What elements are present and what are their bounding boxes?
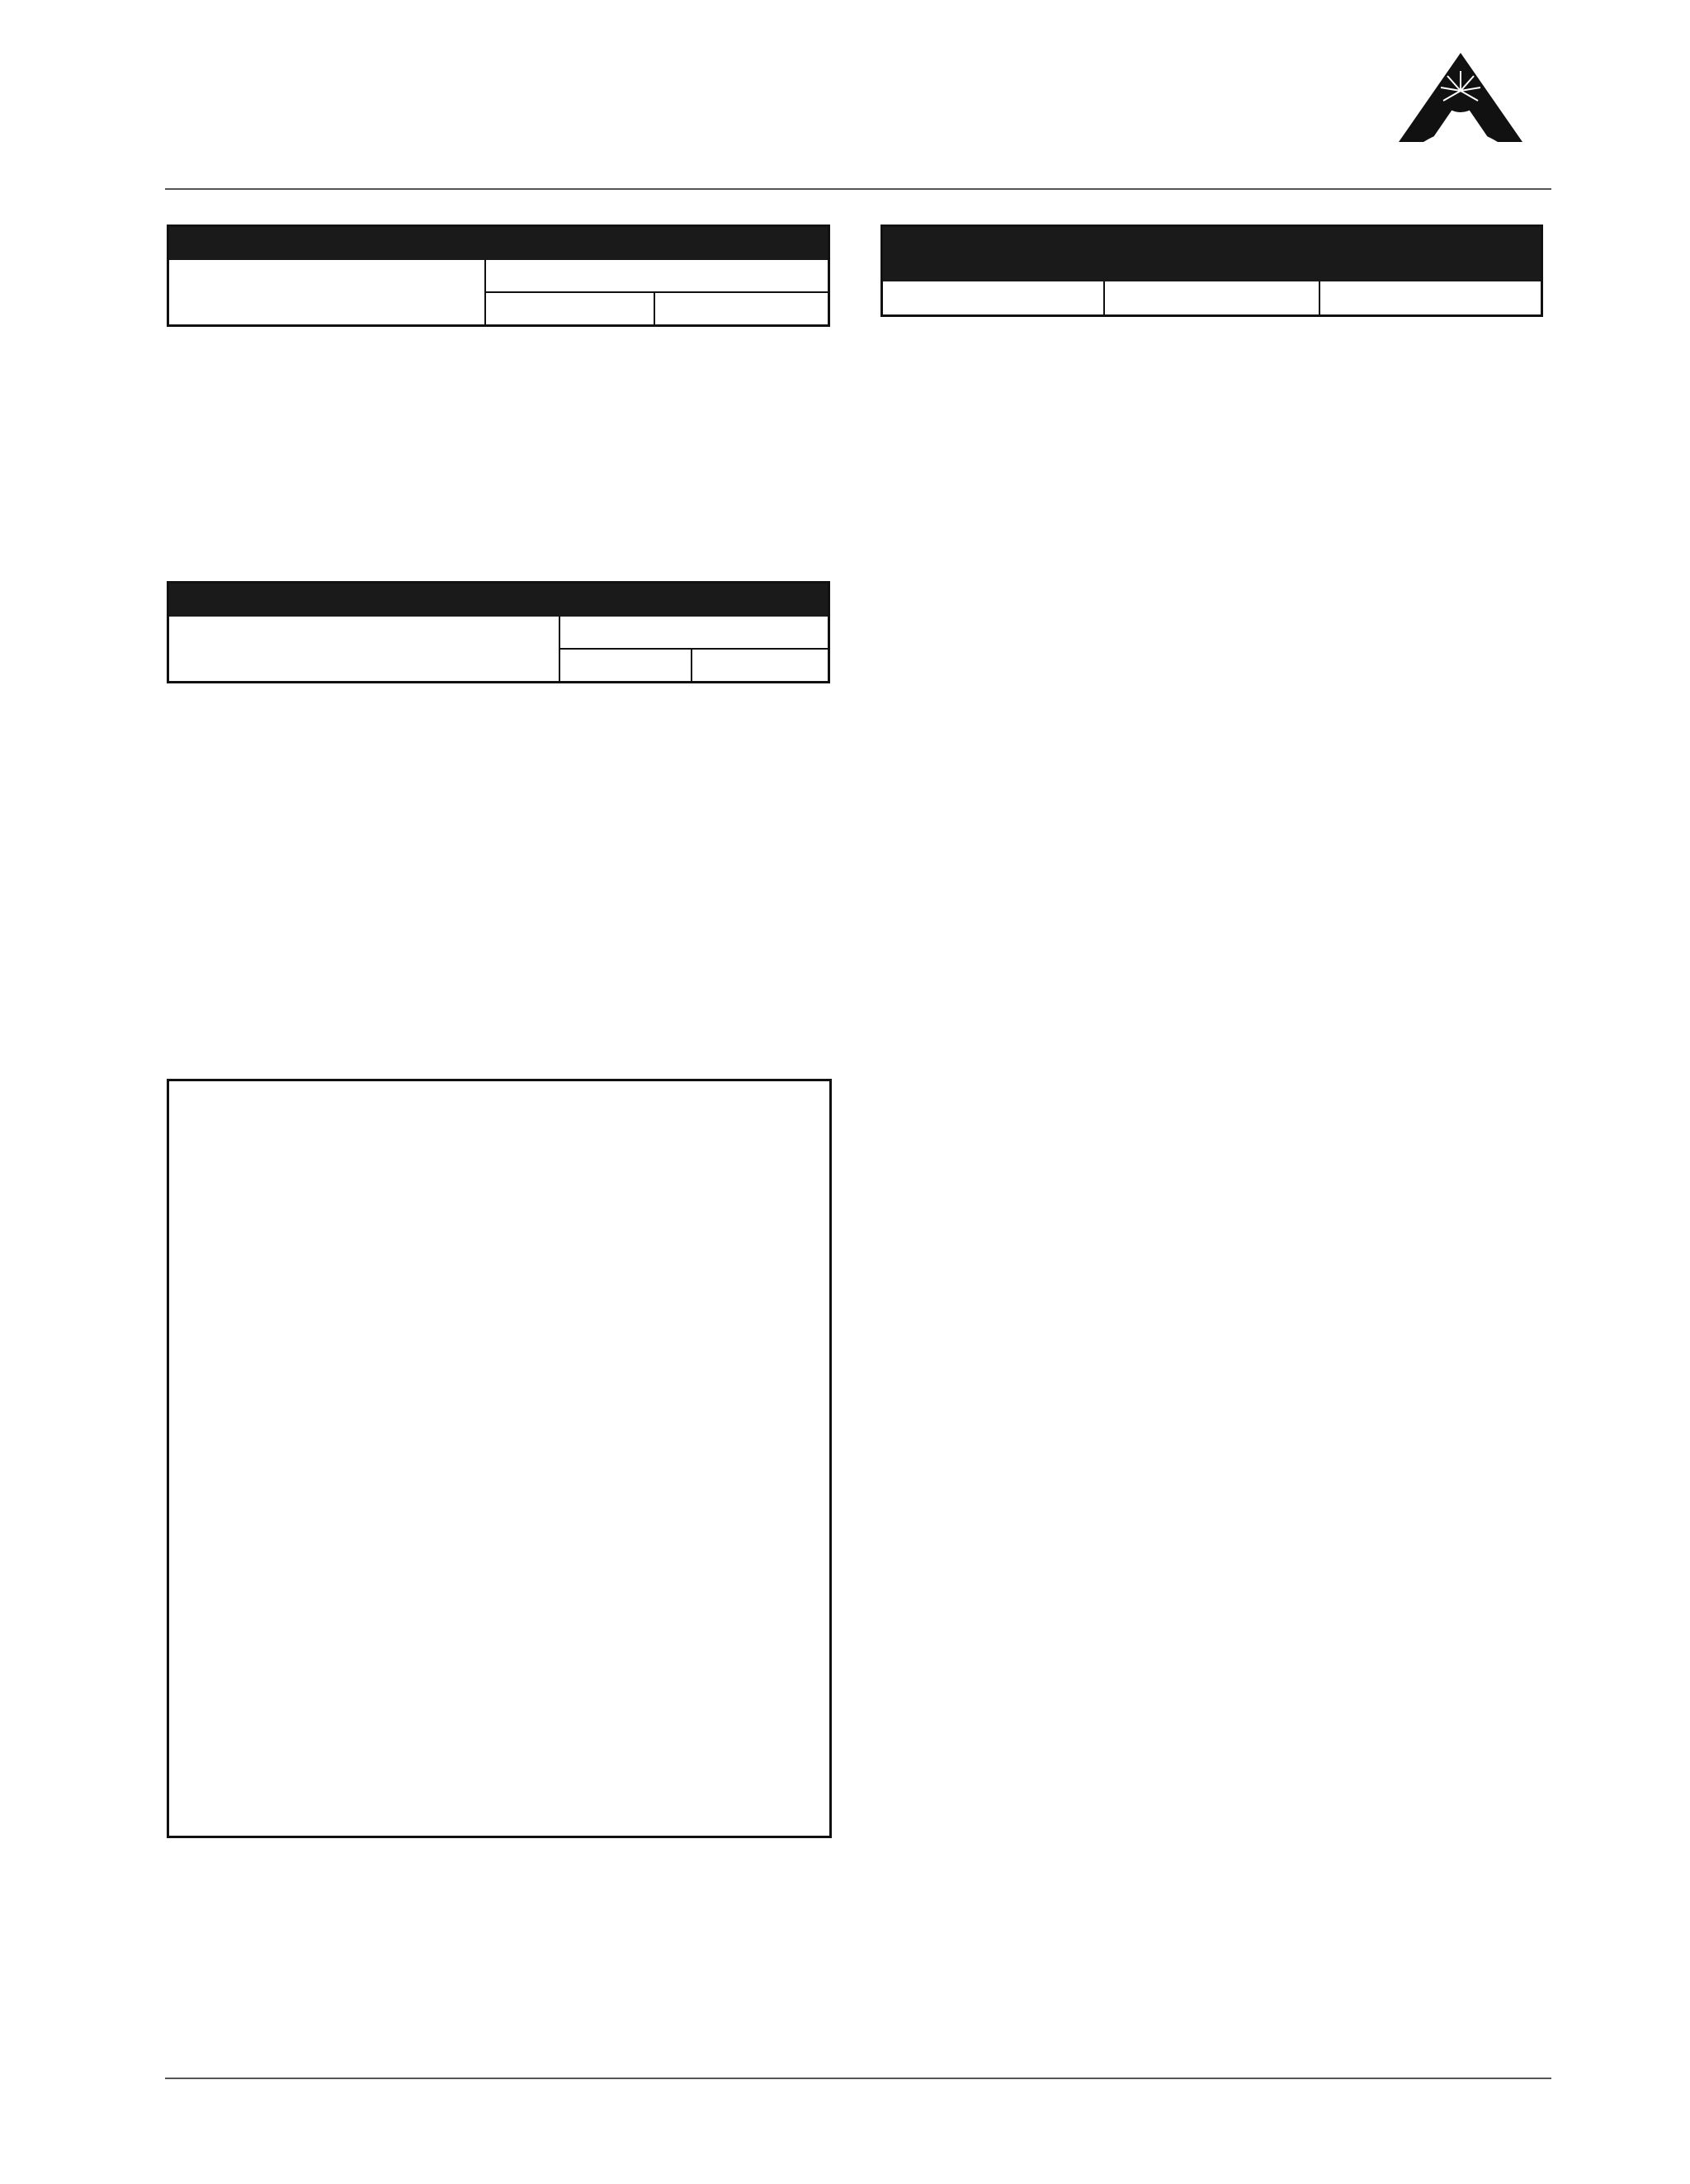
table-cg24-iron-header — [1104, 281, 1319, 316]
table-cg23-natural-header — [559, 649, 692, 683]
table-cg22 — [167, 225, 830, 327]
table-cg24-copper-header — [1319, 281, 1542, 316]
chart-cg16-frame — [168, 1080, 831, 1837]
table-cg22-type-header — [168, 260, 486, 326]
table-cg22-circulation-header — [485, 260, 829, 292]
table-cg22-natural-header — [485, 292, 654, 326]
table-cg24-size-header — [882, 281, 1105, 316]
title-rule — [165, 188, 1551, 190]
table-cg23-type-header — [168, 617, 560, 683]
table-cg23-caption — [168, 583, 829, 617]
table-cg23-forced-header — [692, 649, 828, 683]
table-cg23 — [167, 581, 830, 683]
footer-rule — [165, 2078, 1551, 2079]
armstrong-logo-icon — [1366, 50, 1555, 149]
table-cg22-forced-header — [654, 292, 829, 326]
chart-cg17 — [875, 768, 1535, 1659]
table-cg23-circulation-header — [559, 617, 829, 649]
table-cg22-caption — [168, 226, 829, 261]
armstrong-logo — [1366, 50, 1555, 190]
table-cg24 — [880, 225, 1543, 317]
table-cg24-caption — [882, 226, 1542, 282]
chart-cg16-nomograph — [167, 1079, 832, 1838]
